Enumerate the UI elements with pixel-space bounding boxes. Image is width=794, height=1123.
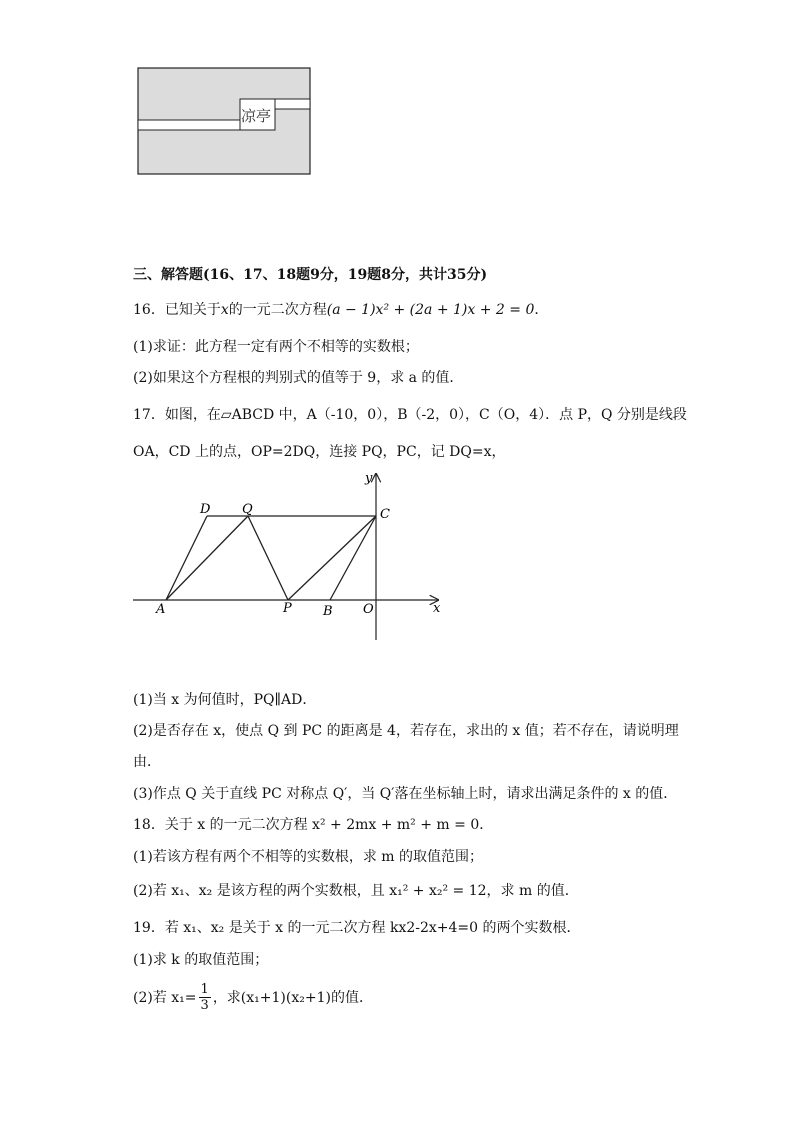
q16-stem: 16．已知关于x的一元二次方程(a − 1)x² + (2a + 1)x + 2 = 0． [133,302,549,318]
q17-part2a: (2)是否存在 x，使点 Q 到 PC 的距离是 4，若存在，求出的 x 值；若不存在，请说明理 [133,723,679,739]
q17-part2b: 由． [133,754,161,770]
segment-CB [330,516,376,600]
segment-AQ [166,516,248,600]
fraction-one-third [199,982,211,1013]
q16-part1: (1)求证：此方程一定有两个不相等的实数根； [133,339,419,355]
q17-line2: OA，CD 上的点，OP=2DQ，连接 PQ，PC，记 DQ=x， [133,444,506,460]
segment-PC [288,516,376,600]
q19-part1: (1)求 k 的取值范围； [133,952,269,968]
fraction-numerator: 1 [200,982,209,997]
q16-equation: (a − 1)x² + (2a + 1)x + 2 = 0 [326,302,535,318]
q17-line1: 17．如图，在▱ABCD 中，A（-10，0），B（-2，0），C（O，4）．点 P，Q 分别是线段 [133,407,687,423]
q19-stem: 19．若 x₁、x₂ 是关于 x 的一元二次方程 kx2-2x+4=0 的两个实数根． [133,920,581,936]
q17-part1: (1)当 x 为何值时，PQ∥AD． [133,692,317,708]
label-B: B [323,604,333,619]
q18-part1: (1)若该方程有两个不相等的实数根，求 m 的取值范围； [133,849,484,865]
label-D: D [200,502,211,517]
fraction-denominator: 3 [200,998,209,1013]
label-y-axis: y [365,471,373,486]
q17-part3: (3)作点 Q 关于直线 PC 对称点 Q′，当 Q′落在坐标轴上时，请求出满足条件的 x 的值． [133,786,678,802]
label-O: O [363,602,374,617]
label-C: C [380,507,390,522]
label-x-axis: x [433,601,441,616]
label-A: A [156,602,166,617]
q19-part2: (2)若 x₁= $\frac{1}{3}$ ，求(x₁+1)(x₂+1)的值． [133,982,373,1013]
section-header: 三、解答题(16、17、18题9分，19题8分，共计35分) [133,267,488,283]
pavilion-figure [137,67,313,177]
pavilion-label: 凉亭 [241,107,272,125]
q18-stem: 18．关于 x 的一元二次方程 x² + 2mx + m² + m = 0． [133,817,494,833]
q16-part2: (2)如果这个方程根的判别式的值等于 9，求 a 的值． [133,370,464,386]
label-Q: Q [242,502,253,517]
segment-AD [166,516,207,600]
q18-part2: (2)若 x₁、x₂ 是该方程的两个实数根，且 x₁² + x₂² = 12，求 m 的值． [133,883,579,899]
parallelogram-figure [128,468,448,643]
label-P: P [283,601,292,616]
segment-QP [248,516,288,600]
